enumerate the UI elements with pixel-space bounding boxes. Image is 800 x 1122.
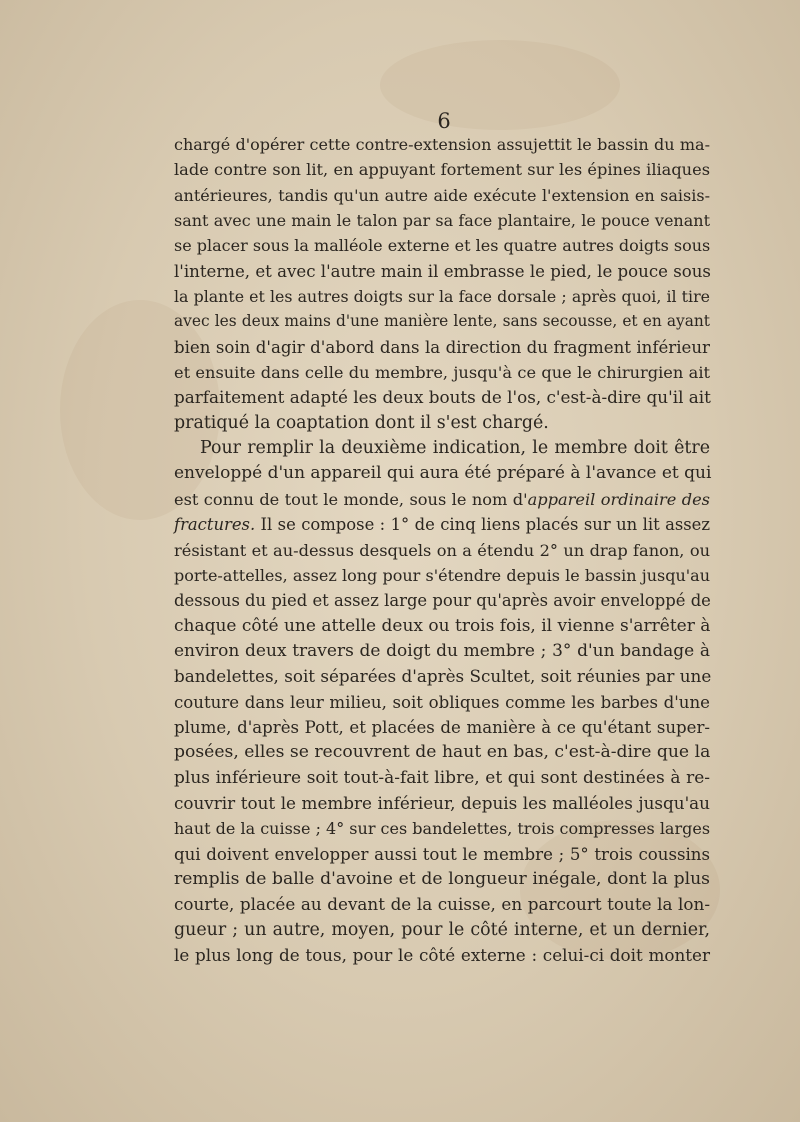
text-line: Pour remplir la deuxième indication, le membre doit être	[200, 438, 710, 459]
italic-term: appareil ordinaire des	[527, 489, 710, 509]
text-line: chargé d'opérer cette contre-extension assujettit le bassin du ma-	[174, 135, 710, 154]
text-line: la plante et les autres doigts sur la face dorsale ; après quoi, il tire	[174, 287, 710, 307]
text-line: couvrir tout le membre inférieur, depuis les malléoles jusqu'au	[174, 792, 710, 813]
text-line: haut de la cuisse ; 4° sur ces bandelettes, trois compresses larges	[174, 819, 711, 839]
text-line: posées, elles se recouvrent de haut en bas, c'est-à-dire que la	[174, 742, 711, 763]
text-line: pratiqué la coaptation dont il s'est chargé.	[174, 412, 549, 433]
text-line: bien soin d'agir d'abord dans la direction du fragment inférieur	[174, 337, 710, 357]
text-line: courte, placée au devant de la cuisse, en parcourt toute la lon-	[174, 894, 710, 915]
text-line	[174, 512, 710, 537]
text-line: environ deux travers de doigt du membre ; 3° d'un bandage à	[174, 640, 710, 661]
text-line: et ensuite dans celle du membre, jusqu'à ce que le chirurgien ait	[174, 363, 710, 383]
text-line: gueur ; un autre, moyen, pour le côté interne, et un dernier,	[174, 919, 710, 940]
text-line: couture dans leur milieu, soit obliques comme les barbes d'une	[174, 692, 710, 712]
line-segment: est connu de tout le monde, sous le nom d'	[174, 489, 528, 509]
text-line: remplis de balle d'avoine et de longueur inégale, dont la plus	[174, 868, 710, 889]
text-line: bandelettes, soit séparées d'après Scultet, soit réunies par une	[174, 666, 712, 687]
text-line: dessous du pied et assez large pour qu'après avoir enveloppé de	[174, 591, 711, 611]
text-line: le plus long de tous, pour le côté externe : celui-ci doit monter	[174, 945, 710, 965]
text-line: porte-attelles, assez long pour s'étendre depuis le bassin jusqu'au	[174, 565, 710, 585]
text-line: parfaitement adapté les deux bouts de l'os, c'est-à-dire qu'il ait	[174, 387, 711, 408]
text-line: antérieures, tandis qu'un autre aide exécute l'extension en saisis-	[174, 185, 710, 205]
text-line: se placer sous la malléole externe et les quatre autres doigts sous	[174, 236, 711, 256]
text-line: sant avec une main le talon par sa face plantaire, le pouce venant	[174, 211, 710, 231]
line-segment: Il se compose : 1° de cinq liens placés sur un lit assez	[255, 515, 710, 535]
text-line	[174, 487, 710, 512]
body-text	[174, 132, 710, 968]
text-line: chaque côté une attelle deux ou trois fois, il vienne s'arrêter à	[174, 615, 711, 636]
page-number: 6	[437, 109, 451, 133]
text-line: l'interne, et avec l'autre main il embrasse le pied, le pouce sous	[174, 261, 711, 281]
italic-term: fractures.	[174, 515, 256, 535]
text-line: avec les deux mains d'une manière lente, sans secousse, et en ayant	[174, 312, 710, 331]
text-line: plus inférieure soit tout-à-fait libre, et qui sont destinées à re-	[174, 767, 710, 788]
text-line: résistant et au-dessus desquels on a étendu 2° un drap fanon, ou	[174, 540, 710, 560]
text-line: qui doivent envelopper aussi tout le membre ; 5° trois coussins	[174, 844, 710, 864]
text-line: enveloppé d'un appareil qui aura été préparé à l'avance et qui	[174, 463, 712, 484]
text-line: plume, d'après Pott, et placées de manière à ce qu'étant super-	[174, 717, 710, 737]
text-line: lade contre son lit, en appuyant fortement sur les épines iliaques	[174, 160, 710, 180]
